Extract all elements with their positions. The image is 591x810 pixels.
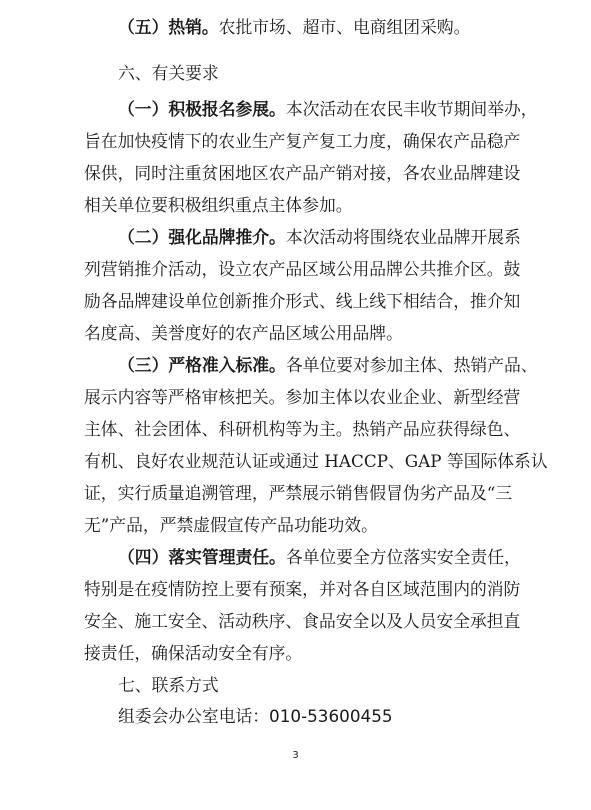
req-4-line-3: 接责任，确保活动安全有序。 xyxy=(84,643,303,663)
req-3-line-1: 展示内容等严格审核把关。参加主体以农业企业、新型经营 xyxy=(84,387,521,407)
req-2-line-3: 名度高、美誉度好的农产品区域公用品牌。 xyxy=(84,323,403,343)
contact-label: 组委会办公室电话： xyxy=(118,706,270,726)
req-3-text-0: 各单位要对参加主体、热销产品、 xyxy=(285,355,538,375)
req-2-line-1: 列营销推介活动，设立农产品区域公用品牌公共推介区。鼓 xyxy=(84,259,521,279)
section-7-heading: 七、联系方式 xyxy=(118,675,219,695)
page-number: 3 xyxy=(292,750,299,761)
req-3-line-2: 主体、社会团体、科研机构等为主。热销产品应获得绿色、 xyxy=(84,419,521,439)
req-1-text-0: 本次活动在农民丰收节期间举办， xyxy=(285,99,538,119)
req-4-line-0 xyxy=(118,546,521,568)
req-2-text-0: 本次活动将围绕农业品牌开展系 xyxy=(285,227,521,247)
item-5 xyxy=(118,16,514,38)
req-3-line-4: 证，实行质量追溯管理，严禁展示销售假冒伪劣产品及“三 xyxy=(84,483,513,503)
req-2-line-0 xyxy=(118,226,521,248)
contact-phone: 010-53600455 xyxy=(269,706,393,726)
req-3-line-3: 有机、良好农业规范认证或通过 HACCP、GAP 等国际体系认 xyxy=(84,451,548,471)
item-5-title: （五）热销。 xyxy=(118,17,219,37)
req-3-line-5: 无”产品，严禁虚假宣传产品功能功效。 xyxy=(84,515,378,535)
req-1-line-0 xyxy=(118,98,538,120)
req-4-title: （四）落实管理责任。 xyxy=(118,547,286,567)
req-1-line-1: 旨在加快疫情下的农业生产复产复工力度，确保农产品稳产 xyxy=(84,131,521,151)
req-4-line-1: 特别是在疫情防控上要有预案，并对各自区域范围内的消防 xyxy=(84,579,521,599)
item-5-text: 农批市场、超市、电商组团采购。 xyxy=(218,17,471,37)
req-3-title: （三）严格准入标准。 xyxy=(118,355,286,375)
req-1-title: （一）积极报名参展。 xyxy=(118,99,286,119)
req-1-line-3: 相关单位要积极组织重点主体参加。 xyxy=(84,195,353,215)
contact-line xyxy=(118,705,393,727)
section-6-heading: 六、有关要求 xyxy=(118,63,219,83)
req-4-text-0: 各单位要全方位落实安全责任， xyxy=(285,547,521,567)
req-1-line-2: 保供，同时注重贫困地区农产品产销对接，各农业品牌建设 xyxy=(84,163,521,183)
req-2-line-2: 励各品牌建设单位创新推介形式、线上线下相结合，推介知 xyxy=(84,291,521,311)
req-2-title: （二）强化品牌推介。 xyxy=(118,227,286,247)
req-3-line-0 xyxy=(118,354,538,376)
req-4-line-2: 安全、施工安全、活动秩序、食品安全以及人员安全承担直 xyxy=(84,611,521,631)
